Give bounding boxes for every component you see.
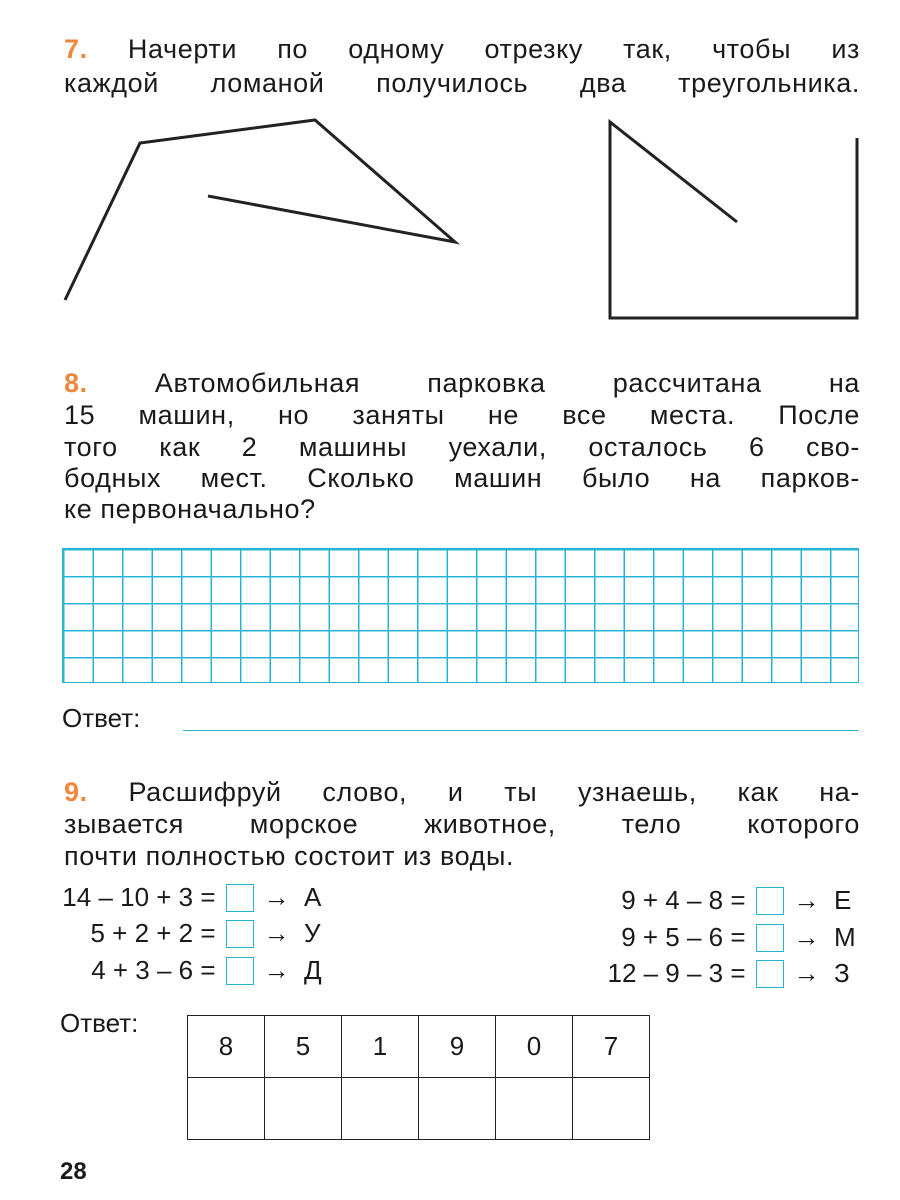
task8-line-2: 15 машин, но заняты не все места. После: [64, 400, 860, 430]
page-number: 28: [60, 1158, 87, 1185]
left-polyline: [65, 120, 455, 300]
letter-cell[interactable]: [188, 1078, 265, 1140]
answer-box[interactable]: [756, 887, 784, 915]
digit-cell: 9: [419, 1016, 496, 1078]
task8-line-1: 8. Автомобильная парковка рассчитана на: [64, 368, 860, 398]
answer-box[interactable]: [756, 960, 784, 988]
task-number: 9.: [64, 777, 88, 807]
task8-line-4: бодных мест. Сколько машин было на парков-: [64, 463, 860, 493]
answer-box[interactable]: [226, 957, 254, 985]
answer-table: [187, 1015, 650, 1140]
answer-label: Ответ:: [62, 703, 141, 733]
digit-cell: 5: [265, 1016, 342, 1078]
polylines-figure: [0, 0, 900, 360]
equation: 14 – 10 + 3 = → А: [62, 882, 322, 912]
task9-line-1: 9. Расшифруй слово, и ты узнаешь, как на-: [64, 777, 860, 807]
digit-cell: 7: [573, 1016, 650, 1078]
equation: 9 + 5 – 6 = → М: [621, 922, 856, 952]
equation: 5 + 2 + 2 = → У: [90, 918, 321, 948]
digit-cell: 1: [342, 1016, 419, 1078]
equation: 4 + 3 – 6 = → Д: [91, 955, 322, 985]
answer-line[interactable]: [183, 730, 858, 731]
letter-cell[interactable]: [496, 1078, 573, 1140]
equation: 9 + 4 – 8 = → Е: [621, 885, 852, 915]
task7-line-2: каждой ломаной получилось два треугольника.: [64, 68, 860, 98]
answer-box[interactable]: [226, 920, 254, 948]
letter-cell[interactable]: [419, 1078, 496, 1140]
answer-label: Ответ:: [60, 1008, 139, 1038]
answer-box[interactable]: [226, 884, 254, 912]
task9-line-2: зывается морское животное, тело которого: [64, 809, 860, 839]
task-number: 8.: [64, 368, 88, 398]
equation: 12 – 9 – 3 = → З: [607, 958, 850, 988]
letter-cell[interactable]: [573, 1078, 650, 1140]
right-polyline: [610, 122, 857, 318]
task7-line-1: 7. Начерти по одному отрезку так, чтобы из: [64, 34, 860, 64]
task9-line-3: почти полностью состоит из воды.: [64, 841, 515, 871]
task8-line-3: того как 2 машины уехали, осталось 6 сво-: [64, 432, 860, 462]
answer-box[interactable]: [756, 924, 784, 952]
digit-cell: 0: [496, 1016, 573, 1078]
letter-cell[interactable]: [265, 1078, 342, 1140]
task-number: 7.: [64, 34, 88, 64]
solution-grid[interactable]: [62, 548, 859, 683]
digit-cell: 8: [188, 1016, 265, 1078]
letter-cell[interactable]: [342, 1078, 419, 1140]
task8-line-5: ке первоначально?: [64, 494, 316, 524]
